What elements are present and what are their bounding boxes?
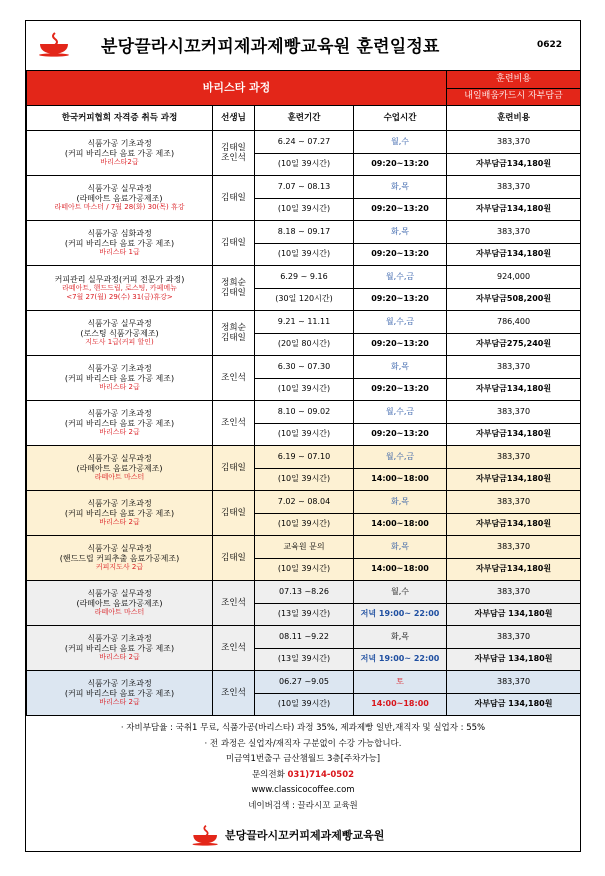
class-days-cell: 화,목 xyxy=(354,536,447,559)
footer-logo-text: 분당끌라시꼬커피제과제빵교육원 xyxy=(225,829,385,842)
cost-cell: 383,370 xyxy=(447,131,581,154)
course-name-cell xyxy=(27,176,213,221)
course-certificate: 바리스타 2급 xyxy=(99,518,140,527)
footer-phone[interactable]: 031)714-0502 xyxy=(287,769,355,780)
period-cell: 6.24 ~ 07.27 xyxy=(255,131,354,154)
course-certificate: 라떼아트 마스터 xyxy=(94,473,145,482)
class-days-cell: 화,목 xyxy=(354,626,447,649)
class-time-cell: 저녁 19:00~ 22:00 xyxy=(354,648,447,671)
hours-cell: (10일 39시간) xyxy=(255,468,354,491)
course-title: 식품가공 실무과정 xyxy=(87,544,152,554)
course-subtitle: 라떼아트, 핸드드립, 로스팅, 카페메뉴 xyxy=(62,284,177,293)
cost-cell: 383,370 xyxy=(447,536,581,559)
course-row xyxy=(27,221,581,244)
course-row xyxy=(27,581,581,604)
schedule-table xyxy=(26,70,581,716)
self-pay-cell: 자부담금134,180원 xyxy=(447,153,581,176)
teacher-cell: 김태일 조인석 xyxy=(213,131,255,176)
class-days-cell: 화,목 xyxy=(354,176,447,199)
self-pay-cell: 자부담금134,180원 xyxy=(447,558,581,581)
course-row xyxy=(27,266,581,289)
schedule-frame xyxy=(25,20,581,852)
class-time-cell: 14:00~18:00 xyxy=(354,513,447,536)
self-pay-cell: 자부담금134,180원 xyxy=(447,198,581,221)
banner-cost-label: 훈련비용 xyxy=(447,71,581,89)
teacher-cell: 김태일 xyxy=(213,176,255,221)
hours-cell: (10일 39시간) xyxy=(255,153,354,176)
course-name-cell xyxy=(27,311,213,356)
footer-website[interactable]: www.classicocoffee.com xyxy=(251,785,355,795)
class-time-cell: 09:20~13:20 xyxy=(354,153,447,176)
hours-cell: (10일 39시간) xyxy=(255,378,354,401)
course-subtitle: (커피 바리스타 음료 가공 제조) xyxy=(64,508,175,518)
teacher-cell: 조인석 xyxy=(213,401,255,446)
cost-cell: 383,370 xyxy=(447,221,581,244)
class-time-cell: 09:20~13:20 xyxy=(354,243,447,266)
course-name-cell xyxy=(27,626,213,671)
course-certificate: 라떼아트 마스터 xyxy=(94,608,145,617)
self-pay-cell: 자부담금134,180원 xyxy=(447,243,581,266)
self-pay-cell: 자부담금 134,180원 xyxy=(447,603,581,626)
class-time-cell: 09:20~13:20 xyxy=(354,423,447,446)
course-row xyxy=(27,671,581,694)
course-banner: 바리스타 과정 xyxy=(27,71,447,106)
teacher-cell: 김태일 xyxy=(213,491,255,536)
course-subtitle: (라떼아트 음료가공제조) xyxy=(76,598,163,608)
period-cell: 6.29 ~ 9.16 xyxy=(255,266,354,289)
class-days-cell: 월,수 xyxy=(354,131,447,154)
course-name-cell xyxy=(27,491,213,536)
teacher-cell: 김태일 xyxy=(213,446,255,491)
cost-cell: 383,370 xyxy=(447,626,581,649)
course-title: 식품가공 기초과정 xyxy=(87,364,152,374)
period-cell: 7.02 ~ 08.04 xyxy=(255,491,354,514)
hours-cell: (10일 39시간) xyxy=(255,243,354,266)
footer-search: 네이버검색 : 끌라시꼬 교육원 xyxy=(248,800,358,811)
cost-cell: 924,000 xyxy=(447,266,581,289)
hours-cell: (10일 39시간) xyxy=(255,558,354,581)
course-subtitle: (커피 바리스타 음료 가공 제조) xyxy=(64,373,175,383)
banner-self-pay-label: 내일배움카드시 자부담금 xyxy=(447,88,581,106)
class-time-cell: 저녁 19:00~ 22:00 xyxy=(354,603,447,626)
hours-cell: (10일 39시간) xyxy=(255,198,354,221)
course-title: 식품가공 심화과정 xyxy=(87,229,152,239)
self-pay-cell: 자부담금134,180원 xyxy=(447,468,581,491)
course-title: 커피관리 실무과정(커피 전문가 과정) xyxy=(54,274,185,284)
class-days-cell: 월,수,금 xyxy=(354,401,447,424)
class-time-cell: 14:00~18:00 xyxy=(354,693,447,716)
course-row xyxy=(27,356,581,379)
course-name-cell xyxy=(27,266,213,311)
period-cell: 7.07 ~ 08.13 xyxy=(255,176,354,199)
self-pay-cell: 자부담금134,180원 xyxy=(447,513,581,536)
hours-cell: (10일 39시간) xyxy=(255,513,354,536)
course-certificate: 지도사 1급(커피 할인) xyxy=(85,338,154,347)
header-teacher: 선생님 xyxy=(213,106,255,131)
teacher-cell: 조인석 xyxy=(213,356,255,401)
course-certificate: 바리스타 2급 xyxy=(99,653,140,662)
class-days-cell: 화,목 xyxy=(354,491,447,514)
class-days-cell: 화,목 xyxy=(354,356,447,379)
course-subtitle: (커피 바리스타 음료 가공 제조) xyxy=(64,238,175,248)
class-time-cell: 09:20~13:20 xyxy=(354,333,447,356)
document-number: 0622 xyxy=(536,40,562,50)
period-cell: 8.10 ~ 09.02 xyxy=(255,401,354,424)
hours-cell: (10일 39시간) xyxy=(255,693,354,716)
cost-cell: 383,370 xyxy=(447,446,581,469)
course-row xyxy=(27,536,581,559)
teacher-cell: 조인석 xyxy=(213,671,255,716)
period-cell: 08.11 ~9.22 xyxy=(255,626,354,649)
course-title: 식품가공 기초과정 xyxy=(87,634,152,644)
period-cell: 6.19 ~ 07.10 xyxy=(255,446,354,469)
period-cell: 6.30 ~ 07.30 xyxy=(255,356,354,379)
cost-cell: 383,370 xyxy=(447,401,581,424)
course-name-cell xyxy=(27,356,213,401)
self-pay-cell: 자부담금 134,180원 xyxy=(447,693,581,716)
course-subtitle: (커피 바리스타 음료 가공 제조) xyxy=(64,643,175,653)
course-title: 식품가공 기초과정 xyxy=(87,409,152,419)
class-days-cell: 월,수,금 xyxy=(354,446,447,469)
class-days-cell: 화,목 xyxy=(354,221,447,244)
course-certificate: 커피지도사 2급 xyxy=(95,563,144,572)
class-days-cell: 토 xyxy=(354,671,447,694)
cost-cell: 383,370 xyxy=(447,491,581,514)
course-title: 식품가공 기초과정 xyxy=(87,499,152,509)
cost-cell: 383,370 xyxy=(447,581,581,604)
coffee-cup-logo-icon xyxy=(191,824,221,846)
header-period: 훈련기간 xyxy=(255,106,354,131)
hours-cell: (20일 80시간) xyxy=(255,333,354,356)
cost-cell: 383,370 xyxy=(447,176,581,199)
course-name-cell xyxy=(27,221,213,266)
footer-address: 미금역1번출구 금산챔월드 3층[주차가능] xyxy=(225,754,381,764)
footer-info xyxy=(26,721,580,814)
teacher-cell: 김태일 xyxy=(213,221,255,266)
period-cell: 8.18 ~ 09.17 xyxy=(255,221,354,244)
course-row xyxy=(27,176,581,199)
course-subtitle: (커피 바리스타 음료 가공 제조) xyxy=(64,148,175,158)
course-row xyxy=(27,626,581,649)
course-title: 식품가공 실무과정 xyxy=(87,319,152,329)
course-title: 식품가공 기초과정 xyxy=(87,679,152,689)
course-row xyxy=(27,401,581,424)
cost-cell: 383,370 xyxy=(447,671,581,694)
course-subtitle: (핸드드립 커피추출 음료가공제조) xyxy=(59,553,180,563)
teacher-cell: 조인석 xyxy=(213,581,255,626)
class-time-cell: 14:00~18:00 xyxy=(354,558,447,581)
course-subtitle: (커피 바리스타 음료 가공 제조) xyxy=(64,688,175,698)
class-time-cell: 09:20~13:20 xyxy=(354,378,447,401)
course-name-cell xyxy=(27,671,213,716)
teacher-cell: 조인석 xyxy=(213,626,255,671)
period-cell: 교육원 문의 xyxy=(255,536,354,559)
footer-contact xyxy=(26,768,580,784)
course-name-cell xyxy=(27,581,213,626)
period-cell: 9.21 ~ 11.11 xyxy=(255,311,354,334)
course-subtitle: (로스팅 식품가공제조) xyxy=(80,328,159,338)
period-cell: 06.27 ~9.05 xyxy=(255,671,354,694)
course-certificate: 바리스타 1급 xyxy=(99,248,140,257)
period-cell: 07.13 ~8.26 xyxy=(255,581,354,604)
hours-cell: (13일 39시간) xyxy=(255,603,354,626)
header-class-time: 수업시간 xyxy=(354,106,447,131)
course-title: 식품가공 실무과정 xyxy=(87,589,152,599)
footer-note: · 전 과정은 실업자/재직자 구분없이 수강 가능합니다. xyxy=(204,738,402,749)
course-certificate: 바리스타 2급 xyxy=(99,383,140,392)
coffee-cup-logo-icon xyxy=(38,31,72,57)
class-time-cell: 09:20~13:20 xyxy=(354,198,447,221)
course-subtitle: (라떼아트 음료가공제조) xyxy=(76,193,163,203)
course-subtitle: (라떼아트 음료가공제조) xyxy=(76,463,163,473)
teacher-cell: 김태일 xyxy=(213,536,255,581)
course-certificate: 바리스타2급 xyxy=(100,158,139,167)
course-subtitle: (커피 바리스타 음료 가공 제조) xyxy=(64,418,175,428)
self-pay-cell: 자부담금508,200원 xyxy=(447,288,581,311)
header-course: 한국커피협회 자격증 취득 과정 xyxy=(27,106,213,131)
course-row xyxy=(27,131,581,154)
header-cost: 훈련비용 xyxy=(447,106,581,131)
teacher-cell: 정희순 김태일 xyxy=(213,266,255,311)
course-name-cell xyxy=(27,536,213,581)
cost-cell: 786,400 xyxy=(447,311,581,334)
course-certificate: <7월 27(월) 29(수) 31(금)휴강> xyxy=(66,292,173,301)
class-days-cell: 월,수 xyxy=(354,581,447,604)
hours-cell: (10일 39시간) xyxy=(255,423,354,446)
course-row xyxy=(27,491,581,514)
course-certificate: 라떼아트 마스터 / 7월 28(화) 30(목) 휴강 xyxy=(54,203,185,212)
page-title: 분당끌라시꼬커피제과제빵교육원 훈련일정표 xyxy=(101,37,440,57)
self-pay-cell: 자부담금 134,180원 xyxy=(447,648,581,671)
course-title: 식품가공 실무과정 xyxy=(87,454,152,464)
hours-cell: (30일 120시간) xyxy=(255,288,354,311)
teacher-cell: 정희순 김태일 xyxy=(213,311,255,356)
class-time-cell: 14:00~18:00 xyxy=(354,468,447,491)
course-certificate: 바리스타 2급 xyxy=(99,698,140,707)
course-name-cell xyxy=(27,401,213,446)
self-pay-cell: 자부담금134,180원 xyxy=(447,378,581,401)
class-time-cell: 09:20~13:20 xyxy=(354,288,447,311)
course-row xyxy=(27,446,581,469)
class-days-cell: 월,수,금 xyxy=(354,311,447,334)
course-name-cell xyxy=(27,446,213,491)
course-title: 식품가공 기초과정 xyxy=(87,139,152,149)
class-days-cell: 월,수,금 xyxy=(354,266,447,289)
footer-self-pay-rate: · 자비부담율 : 국취1 무료, 식품가공(바리스타) 과정 35%, 제과제빵 일반,재직자 및 실업자 : 55% xyxy=(120,723,486,733)
self-pay-cell: 자부담금275,240원 xyxy=(447,333,581,356)
header xyxy=(26,21,580,67)
course-row xyxy=(27,311,581,334)
footer-logo xyxy=(191,824,421,846)
course-name-cell xyxy=(27,131,213,176)
self-pay-cell: 자부담금134,180원 xyxy=(447,423,581,446)
footer-contact-label: 문의전화 xyxy=(251,769,288,780)
cost-cell: 383,370 xyxy=(447,356,581,379)
course-certificate: 바리스타 2급 xyxy=(99,428,140,437)
hours-cell: (13일 39시간) xyxy=(255,648,354,671)
course-title: 식품가공 실무과정 xyxy=(87,184,152,194)
